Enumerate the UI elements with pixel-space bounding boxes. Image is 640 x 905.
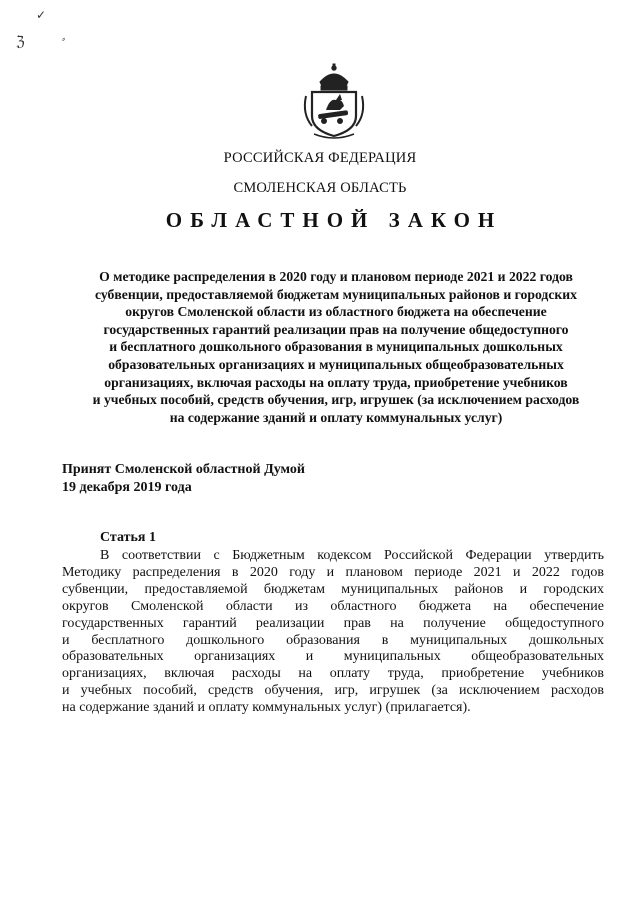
scan-mark-icon: ✓ [36, 8, 47, 22]
article-line: В соответствии с Бюджетным кодексом Российской Федерации утвердить [100, 548, 604, 563]
article-line: на содержание зданий и оплату коммунальных услуг) (прилагается). [62, 700, 471, 716]
subject-line: на содержание зданий и оплату коммунальных услуг) [169, 409, 503, 425]
scan-mark-icon: ℨ [16, 35, 25, 50]
article-line: округов Смоленской области из областного бюджета на обеспечение [62, 598, 604, 614]
subject-line: и бесплатного дошкольного образования в муниципальных дошкольных [109, 339, 563, 355]
article-line: и бесплатного дошкольного образования в муниципальных дошкольных [62, 632, 604, 648]
adoption-date: 19 декабря 2019 года [62, 480, 192, 495]
article-line: образовательных организациях и муниципальных общеобразовательных [62, 649, 604, 665]
law-subject [56, 268, 616, 426]
subject-line: организациях, включая расходы на оплату труда, приобретение учебников [104, 374, 568, 390]
region-heading: СМОЛЕНСКАЯ ОБЛАСТЬ [233, 180, 407, 196]
scan-mark-icon: ⸗ [62, 34, 66, 45]
article-title: Статья 1 [100, 530, 156, 545]
country-heading: РОССИЙСКАЯ ФЕДЕРАЦИЯ [223, 150, 417, 166]
article-line: государственных гарантий реализации прав на получение общедоступного [62, 615, 604, 631]
adoption-block [62, 461, 305, 497]
subject-line: образовательных организациях и муниципальных общеобразовательных [108, 356, 564, 372]
article-line: субвенции, предоставляемой бюджетам муниципальных районов и городских [62, 581, 604, 597]
smolensk-coat-of-arms-icon [294, 60, 374, 140]
article-line: организациях, включая расходы на оплату труда, приобретение учебников [62, 666, 604, 682]
subject-line: субвенции, предоставляемой бюджетам муниципальных районов и городских [94, 286, 578, 302]
subject-line: О методике распределения в 2020 году и плановом периоде 2021 и 2022 годов [99, 269, 573, 284]
subject-line: и учебных пособий, средств обучения, игр, игрушек (за исключением расходов [92, 392, 580, 408]
subject-line: государственных гарантий реализации прав на получение общедоступного [103, 321, 569, 337]
document-type-title: ОБЛАСТНОЙ ЗАКОН [165, 208, 503, 232]
adoption-body: Принят Смоленской областной Думой [62, 462, 305, 477]
article-body [62, 548, 604, 717]
subject-line: округов Смоленской области из областного бюджета на обеспечение [125, 304, 547, 320]
article-line: Методику распределения в 2020 году и плановом периоде 2021 и 2022 годов [62, 564, 604, 580]
article-line: и учебных пособий, средств обучения, игр, игрушек (за исключением расходов [62, 683, 604, 699]
